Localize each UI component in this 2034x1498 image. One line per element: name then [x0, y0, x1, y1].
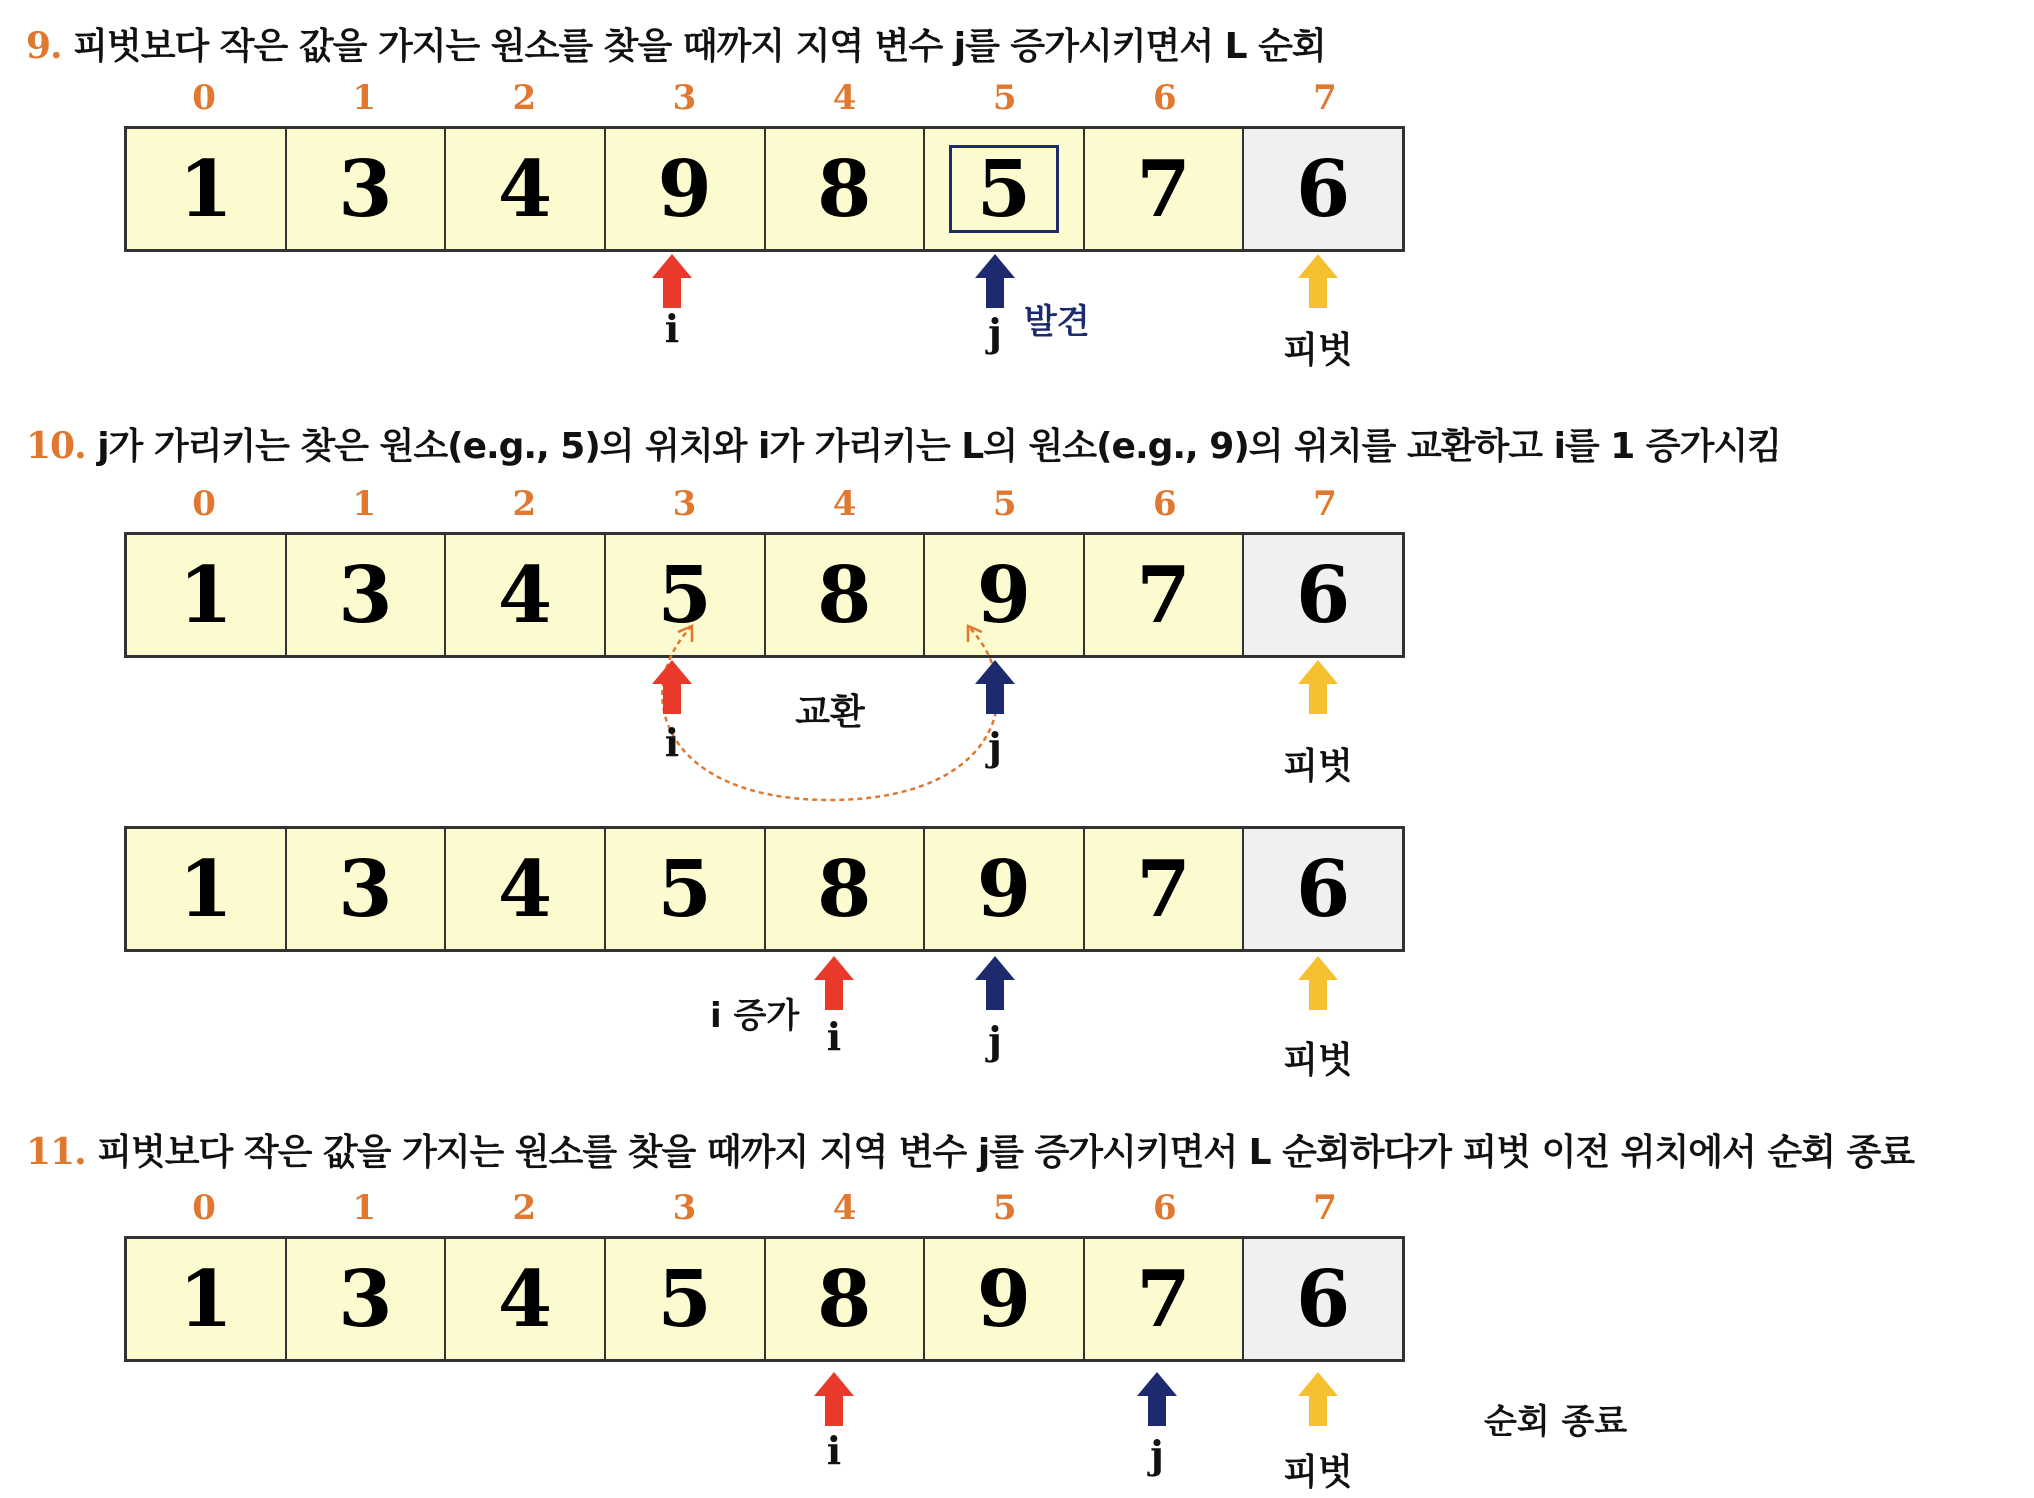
index-label: 1	[352, 78, 377, 118]
array-cell-value: 5	[976, 143, 1032, 235]
step-11-number: 11.	[26, 1131, 86, 1173]
index-label: 1	[352, 1188, 377, 1228]
found-highlight-box	[949, 145, 1059, 233]
array-cell: 5	[606, 535, 766, 655]
array-cell: 4	[446, 535, 606, 655]
index-label: 5	[992, 484, 1017, 524]
array-cell: 5	[606, 829, 766, 949]
index-label: 3	[672, 484, 697, 524]
array-cell: 4	[446, 1239, 606, 1359]
i-label: i	[826, 1428, 842, 1473]
array-cell-pivot: 6	[1244, 1239, 1402, 1359]
arrow-up-icon-j	[1137, 1372, 1177, 1426]
step-10-title	[26, 418, 1781, 469]
array-cell: 3	[287, 129, 447, 249]
i-label: i	[664, 306, 680, 351]
index-label: 5	[992, 78, 1017, 118]
index-label: 1	[352, 484, 377, 524]
swap-label: 교환	[795, 692, 865, 733]
index-label: 2	[512, 484, 537, 524]
array-cell: 1	[127, 1239, 287, 1359]
step-11-title	[26, 1124, 1914, 1175]
array-cell-found	[925, 129, 1085, 249]
index-label: 3	[672, 1188, 697, 1228]
array-cell: 7	[1085, 829, 1245, 949]
array-step-10-incremented	[124, 826, 1405, 952]
index-label: 5	[992, 1188, 1017, 1228]
index-label: 4	[832, 78, 857, 118]
array-cell: 1	[127, 535, 287, 655]
array-cell-pivot: 6	[1244, 129, 1402, 249]
step-10-number: 10.	[26, 425, 86, 467]
index-label: 4	[832, 1188, 857, 1228]
arrow-up-icon-pivot	[1298, 254, 1338, 308]
array-cell: 7	[1085, 535, 1245, 655]
i-label: i	[664, 720, 680, 765]
index-label: 7	[1313, 1188, 1337, 1228]
array-cell: 8	[766, 129, 926, 249]
index-row-1	[124, 78, 1405, 118]
arrow-up-icon-j	[975, 254, 1015, 308]
step-9-text: 피벗보다 작은 값을 가지는 원소를 찾을 때까지 지역 변수 j를 증가시키면서 L 순회	[73, 26, 1326, 67]
array-cell: 3	[287, 1239, 447, 1359]
arrow-up-icon-j	[975, 956, 1015, 1010]
array-cell: 9	[606, 129, 766, 249]
pivot-label: 피벗	[1283, 746, 1353, 787]
pivot-label: 피벗	[1283, 1452, 1353, 1493]
array-cell: 7	[1085, 129, 1245, 249]
array-step-9	[124, 126, 1405, 252]
step-9-number: 9.	[26, 25, 62, 67]
index-label: 4	[832, 484, 857, 524]
step-9-title	[26, 18, 1326, 69]
array-cell: 1	[127, 829, 287, 949]
arrow-up-icon-pivot	[1298, 660, 1338, 714]
index-label: 2	[512, 1188, 537, 1228]
pivot-label: 피벗	[1283, 330, 1353, 371]
array-cell: 4	[446, 829, 606, 949]
arrow-up-icon-i	[814, 956, 854, 1010]
index-label: 3	[672, 78, 697, 118]
index-label: 6	[1152, 484, 1177, 524]
array-cell: 8	[766, 1239, 926, 1359]
index-label: 0	[192, 484, 216, 524]
array-cell: 4	[446, 129, 606, 249]
index-label: 6	[1152, 78, 1177, 118]
array-cell-pivot: 6	[1244, 829, 1402, 949]
index-label: 7	[1313, 484, 1337, 524]
step-10-text: j가 가리키는 찾은 원소(e.g., 5)의 위치와 i가 가리키는 L의 원소(e.g., 9)의 위치를 교환하고 i를 1 증가시킴	[97, 426, 1781, 467]
index-label: 0	[192, 1188, 216, 1228]
i-increment-label: i 증가	[710, 996, 800, 1036]
j-label: j	[988, 1018, 1002, 1063]
index-label: 6	[1152, 1188, 1177, 1228]
arrow-up-icon-pivot	[1298, 956, 1338, 1010]
array-cell: 8	[766, 535, 926, 655]
array-cell: 9	[925, 1239, 1085, 1359]
arrow-up-icon-i	[652, 660, 692, 714]
array-cell: 3	[287, 535, 447, 655]
array-step-11	[124, 1236, 1405, 1362]
array-cell: 8	[766, 829, 926, 949]
arrow-up-icon-j	[975, 660, 1015, 714]
arrow-up-icon-i	[814, 1372, 854, 1426]
index-row-2	[124, 484, 1405, 524]
index-label: 2	[512, 78, 537, 118]
array-cell: 9	[925, 829, 1085, 949]
j-label: j	[988, 310, 1002, 355]
j-label: j	[1150, 1432, 1164, 1477]
j-label: j	[988, 724, 1002, 769]
arrow-up-icon-i	[652, 254, 692, 308]
array-cell-pivot: 6	[1244, 535, 1402, 655]
traversal-end-label: 순회 종료	[1484, 1402, 1628, 1442]
array-cell: 5	[606, 1239, 766, 1359]
array-cell: 9	[925, 535, 1085, 655]
index-label: 0	[192, 78, 216, 118]
index-label: 7	[1313, 78, 1337, 118]
array-cell: 3	[287, 829, 447, 949]
pivot-label: 피벗	[1283, 1040, 1353, 1081]
step-11-text: 피벗보다 작은 값을 가지는 원소를 찾을 때까지 지역 변수 j를 증가시키면서 L 순회하다가 피벗 이전 위치에서 순회 종료	[97, 1132, 1915, 1173]
i-label: i	[826, 1014, 842, 1059]
index-row-3	[124, 1188, 1405, 1228]
array-cell: 7	[1085, 1239, 1245, 1359]
arrow-up-icon-pivot	[1298, 1372, 1338, 1426]
array-cell: 1	[127, 129, 287, 249]
found-label: 발견	[1024, 302, 1090, 342]
